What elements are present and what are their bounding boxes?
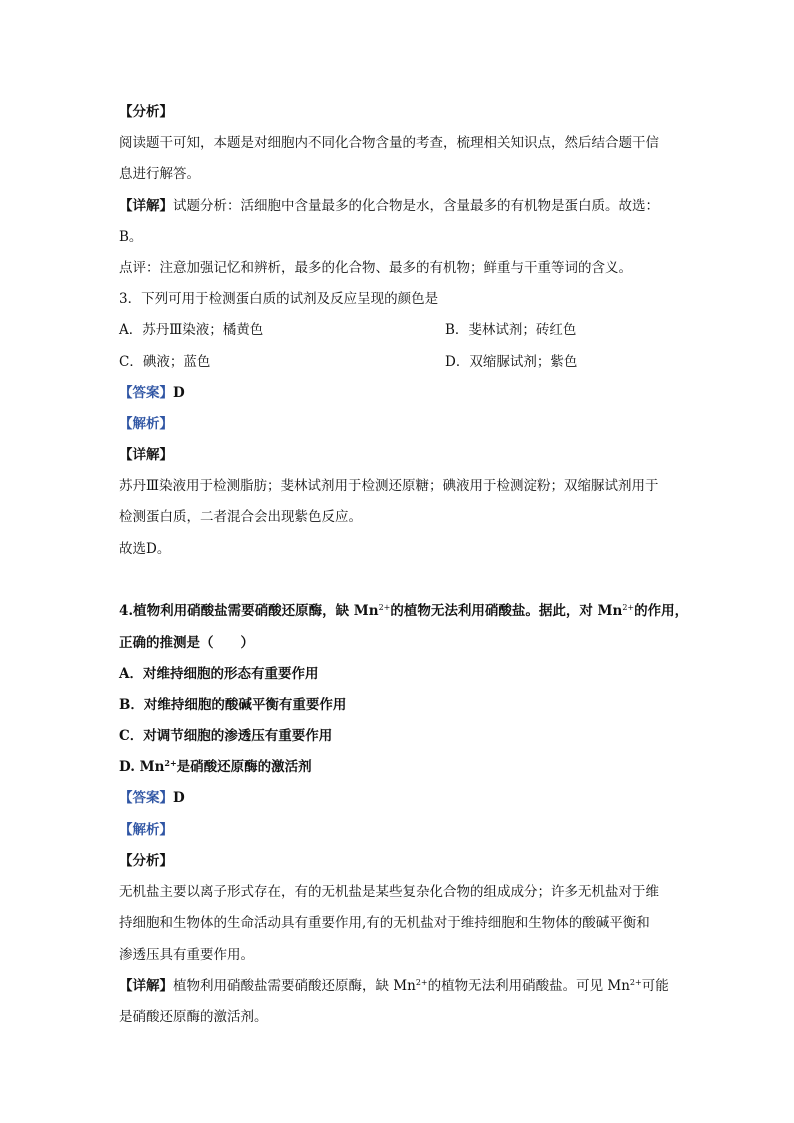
q4-answer [119, 788, 185, 808]
q3-stem: 3．下列可用于检测蛋白质的试剂及反应呈现的颜色是 [119, 291, 439, 307]
q4-option-d-b: 是硝酸还原酶的激活剂 [176, 759, 312, 775]
q4-analysis-text-2: 持细胞和生物体的生命活动具有重要作用,有的无机盐对于维持细胞和生物体的酸碱平衡和 [119, 915, 650, 931]
q3-detail-label: 【详解】 [119, 447, 173, 463]
q2-analysis-text-1: 阅读题干可知，本题是对细胞内不同化合物含量的考查，梳理相关知识点，然后结合题干信 [119, 135, 659, 151]
q4-stem-1a: 4.植物利用硝酸盐需要硝酸还原酶，缺 Mn [119, 603, 379, 619]
q3-detail-text-2: 检测蛋白质，二者混合会出现紫色反应。 [119, 509, 362, 525]
q3-detail-text-1: 苏丹Ⅲ染液用于检测脂肪；斐林试剂用于检测还原糖；碘液用于检测淀粉；双缩脲试剂用于 [119, 478, 659, 494]
q2-detail-text-1: 试题分析：活细胞中含量最多的化合物是水，含量最多的有机物是蛋白质。故选： [173, 198, 659, 214]
q3-option-b: B．斐林试剂；砖红色 [445, 322, 577, 338]
q2-analysis-text-2: 息进行解答。 [119, 166, 200, 182]
q4-analysis-text-3: 渗透压具有重要作用。 [119, 947, 254, 963]
q3-answer [119, 383, 185, 403]
q4-option-d-sup: 2+ [164, 758, 177, 768]
q4-option-d-a: D. Mn [119, 759, 165, 775]
q3-explain-label: 【解析】 [119, 416, 173, 432]
q4-sup-1: 2+ [378, 603, 391, 612]
q2-detail-text-2: B。 [119, 229, 143, 245]
q3-answer-label: 【答案】 [119, 385, 173, 401]
q4-detail-text-2: 是硝酸还原酶的激活剂。 [119, 1009, 268, 1025]
q3-conclusion: 故选D。 [119, 541, 171, 557]
q4-detail-1a: 植物利用硝酸盐需要硝酸还原酶，缺 Mn [173, 978, 416, 994]
q3-option-a: A．苏丹Ⅲ染液；橘黄色 [119, 322, 264, 338]
q4-explain-label: 【解析】 [119, 822, 173, 838]
q3-answer-value: D [173, 385, 185, 401]
q2-detail-line [119, 196, 659, 216]
q4-stem-1c: 的作用， [634, 603, 689, 619]
q4-stem-line-2: 正确的推测是（ ） [119, 635, 254, 651]
q2-detail-label: 【详解】 [119, 198, 173, 214]
q4-detail-line-1 [119, 976, 669, 996]
q4-analysis-text-1: 无机盐主要以离子形式存在，有的无机盐是某些复杂化合物的组成成分；许多无机盐对于维 [119, 884, 659, 900]
q4-detail-sup-1: 2+ [415, 978, 428, 987]
q4-option-b: B．对维持细胞的酸碱平衡有重要作用 [119, 697, 347, 713]
q4-detail-sup-2: 2+ [629, 978, 642, 987]
q4-detail-label: 【详解】 [119, 978, 173, 994]
q4-stem-1b: 的植物无法利用硝酸盐。据此，对 Mn [390, 603, 623, 619]
q4-answer-label: 【答案】 [119, 790, 173, 806]
q4-answer-value: D [173, 790, 185, 806]
q4-analysis-label: 【分析】 [119, 853, 173, 869]
q3-option-d: D．双缩脲试剂；紫色 [445, 354, 578, 370]
q4-option-a: A．对维持细胞的形态有重要作用 [119, 666, 319, 682]
q3-option-c: C．碘液；蓝色 [119, 354, 211, 370]
q4-detail-1b: 的植物无法利用硝酸盐。可见 Mn [427, 978, 630, 994]
q4-option-c: C．对调节细胞的渗透压有重要作用 [119, 728, 333, 744]
q4-option-d [119, 757, 312, 777]
q2-analysis-label: 【分析】 [119, 104, 173, 120]
q4-stem-line-1 [119, 601, 688, 621]
q2-comment: 点评：注意加强记忆和辨析，最多的化合物、最多的有机物；鲜重与干重等词的含义。 [119, 260, 632, 276]
q4-detail-1c: 可能 [641, 978, 669, 994]
q4-sup-2: 2+ [622, 603, 635, 612]
